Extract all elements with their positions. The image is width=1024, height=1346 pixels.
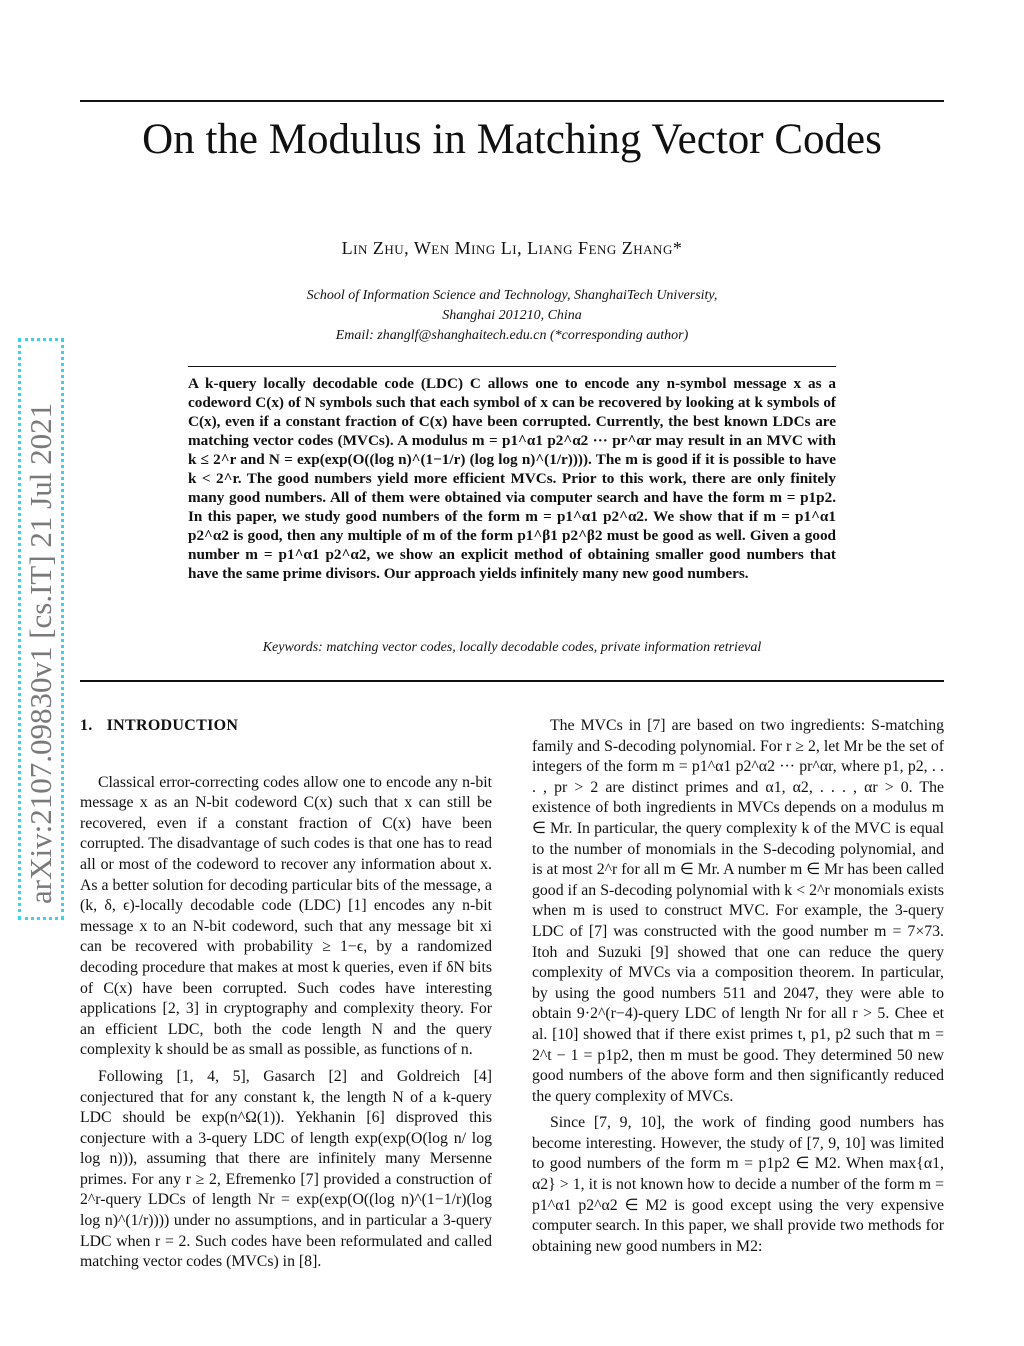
author-list: Lin Zhu, Wen Ming Li, Liang Feng Zhang*: [341, 238, 683, 258]
paper-title: On the Modulus in Matching Vector Codes: [142, 116, 882, 163]
section-number: 1.: [80, 717, 93, 734]
abstract-top-rule: [188, 366, 836, 367]
paragraph: The MVCs in [7] are based on two ingredients: S-matching family and S-decoding polynomial. For r ≥ 2, let Mr be the set of integers of the form m = p1^α1 p2^α2 ··· pr^αr, where p1, p2, . . . , pr > 2 are distinct primes and α1, α2, . . . , αr > 0. The existence of both ingredients in MVCs depends on a modulus m ∈ Mr. In particular, the query complexity k of the MVC is equal to the number of monomials in the S-decoding polynomial, and is at most 2^r for all m ∈ Mr. A number m ∈ Mr has been called good if an S-decoding polynomial with k < 2^r monomials exists when m is used to construct MVC. For example, the 3-query LDC of [7] was constructed with the good number m = 7×73. Itoh and Suzuki [9] showed that one can reduce the query complexity of MVCs via a composition theorem. In particular, by using the good numbers 511 and 2047, they were able to obtain 9·2^(r−4)-query LDC of length Nr for all r > 5. Chee et al. [10] showed that if there exist primes t, p1, p2 such that m = 2^t − 1 = p1p2, then m must be good. They determined 50 new good numbers of the above form and then significantly reduced the query complexity of MVCs.: [532, 717, 944, 1105]
affiliation-line-1: School of Information Science and Technology, ShanghaiTech University,: [306, 288, 718, 303]
abstract: [188, 374, 836, 583]
paragraph: Since [7, 9, 10], the work of finding good numbers has become interesting. However, the study of [7, 9, 10] was limited to good numbers of the form m = p1p2 ∈ M2. When max{α1, α2} > 1, it is not known how to decide a number of the form m = p1^α1 p2^α2 ∈ M2 is good except using the very expensive computer search. In this paper, we shall provide two methods for obtaining new good numbers in M2:: [532, 1114, 944, 1255]
right-column: [532, 716, 944, 1263]
affiliation-line-2: Shanghai 201210, China: [442, 308, 582, 323]
section-heading: [80, 716, 492, 737]
top-rule: [80, 100, 944, 102]
keywords: Keywords: matching vector codes, locally decodable codes, private information retrieval: [262, 640, 762, 655]
section-rule: [80, 680, 944, 682]
left-column: [80, 716, 492, 1279]
affiliation: [80, 286, 944, 346]
abstract-text: A k-query locally decodable code (LDC) C allows one to encode any n-symbol message x as a codeword C(x) of N symbols such that each symbol of x can be recovered by looking at k symbols of C(x), even if a constant fraction of C(x) have been corrupted. Currently, the best known LDCs are matching vector codes (MVCs). A modulus m = p1^α1 p2^α2 ··· pr^αr may result in an MVC with k ≤ 2^r and N = exp(exp(O((log n)^(1−1/r) (log log n)^(1/r)))). The m is good if it is possible to have k < 2^r. The good numbers yield more efficient MVCs. Prior to this work, there are only finitely many good numbers. All of them were obtained via computer search and have the form m = p1p2. In this paper, we study good numbers of the form m = p1^α1 p2^α2. We show that if m = p1^α1 p2^α2 is good, then any multiple of m of the form p1^β1 p2^β2 must be good as well. Given a good number m = p1^α1 p2^α2, we show an explicit method of obtaining smaller good numbers that have the same prime divisors. Our approach yields infinitely many new good numbers.: [188, 375, 836, 582]
contact-email: Email: zhanglf@shanghaitech.edu.cn (*corresponding author): [335, 328, 689, 343]
section-title: INTRODUCTION: [106, 717, 239, 734]
paragraph: Following [1, 4, 5], Gasarch [2] and Goldreich [4] conjectured that for any constant k, the length N of a k-query LDC should be exp(n^Ω(1)). Yekhanin [6] disproved this conjecture with a 3-query LDC of length exp(exp(O(log n/ log log n))), assuming that there are infinitely many Mersenne primes. For any r ≥ 2, Efremenko [7] provided a construction of 2^r-query LDCs of length Nr = exp(exp(O((log n)^(1−1/r)(log log n)^(1/r)))) under no assumptions, and in particular a 3-query LDC when r = 2. Such codes have been reformulated and called matching vector codes (MVCs) in [8].: [80, 1067, 492, 1271]
paragraph: Classical error-correcting codes allow one to encode any n-bit message x as an N-bit codeword C(x) such that x can still be recovered, even if a constant fraction of C(x) have been corrupted. The disadvantage of such codes is that one has to read all or most of the codeword to recover any information about x. As a better solution for decoding particular bits of the message, a (k, δ, ϵ)-locally decodable code (LDC) [1] encodes any n-bit message x to an N-bit codeword, such that any message bit xi can be recovered with probability ≥ 1−ϵ, by a randomized decoding procedure that makes at most k queries, even if δN bits of C(x) have been corrupted. Such codes have interesting applications [2, 3] in cryptography and complexity theory. For an efficient LDC, both the code length N and the query complexity k should be as small as possible, as functions of n.: [80, 773, 492, 1059]
arxiv-stamp: arXiv:2107.09830v1 [cs.IT] 21 Jul 2021: [23, 402, 58, 904]
